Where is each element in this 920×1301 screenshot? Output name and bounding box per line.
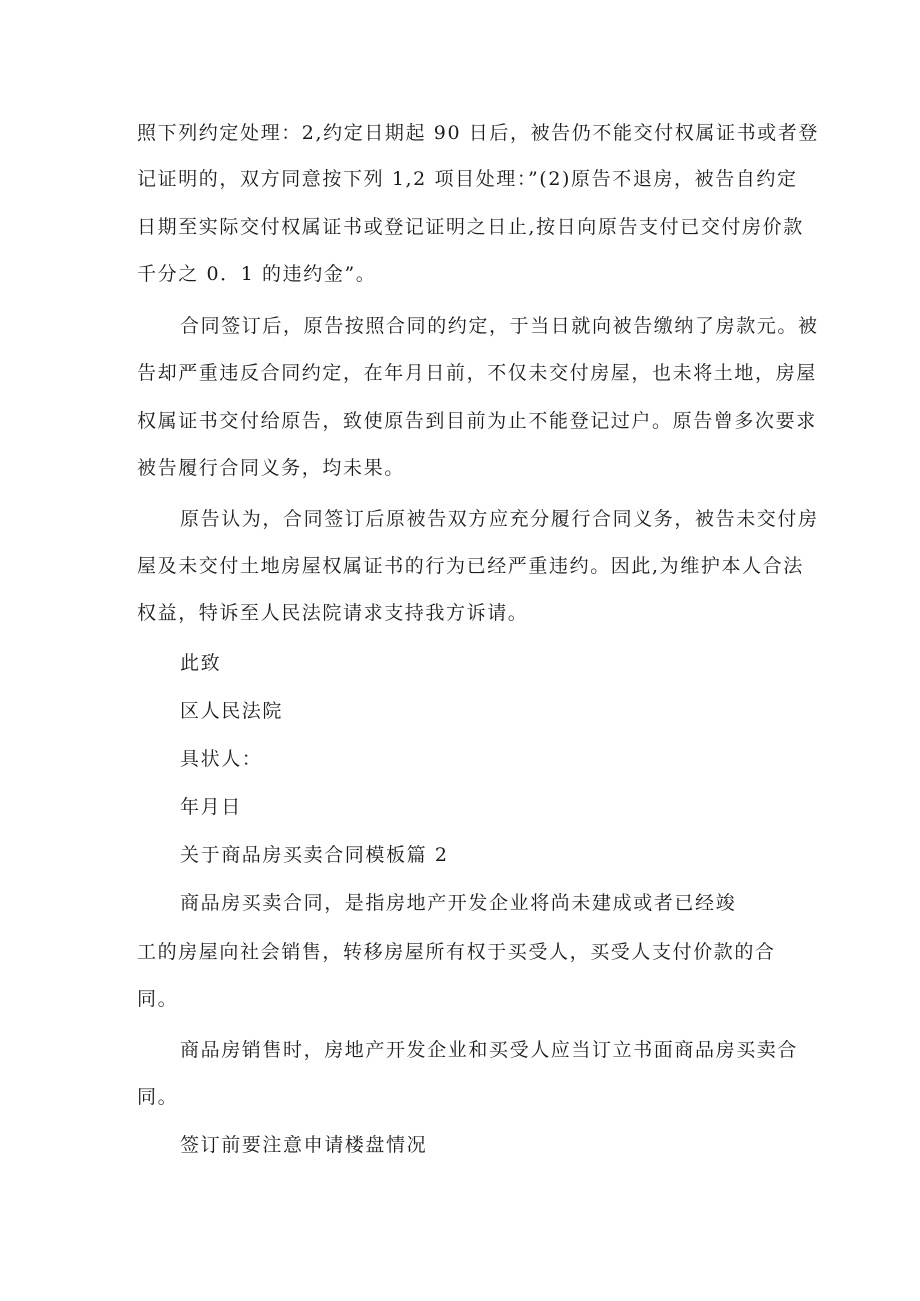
paragraph-line: 屋及未交付土地房屋权属证书的行为已经严重违约。因此,为维护本人合法 <box>137 555 804 577</box>
paragraph-line: 告却严重违反合同约定，在年月日前，不仅未交付房屋，也未将土地，房屋 <box>137 362 817 384</box>
paragraph-line: 被告履行合同义务，均未果。 <box>137 457 405 479</box>
paragraph-line: 原告认为，合同签订后原被告双方应充分履行合同义务，被告未交付房 <box>180 508 819 530</box>
paragraph-line: 记证明的，双方同意按下列 1,2 项目处理：”(2)原告不退房，被告自约定 <box>137 168 798 190</box>
salutation: 此致 <box>180 652 222 674</box>
court-name: 区人民法院 <box>180 700 284 722</box>
paragraph-line: 商品房买卖合同，是指房地产开发企业将尚未建成或者已经竣 <box>180 892 737 914</box>
date-line: 年月日 <box>180 796 242 818</box>
paragraph-line: 权属证书交付给原告，致使原告到目前为止不能登记过户。原告曾多次要求 <box>137 410 817 432</box>
section-heading: 关于商品房买卖合同模板篇 2 <box>180 844 449 866</box>
paragraph-line: 商品房销售时，房地产开发企业和买受人应当订立书面商品房买卖合 <box>180 1039 799 1061</box>
paragraph-line: 权益，特诉至人民法院请求支持我方诉请。 <box>137 602 529 624</box>
plaintiff-signature-label: 具状人： <box>180 748 263 770</box>
paragraph-line: 同。 <box>137 1086 179 1108</box>
paragraph-line: 工的房屋向社会销售，转移房屋所有权于买受人，买受人支付价款的合 <box>137 941 776 963</box>
paragraph-line: 签订前要注意申请楼盘情况 <box>180 1134 428 1156</box>
paragraph-line: 照下列约定处理：2,约定日期起 90 日后，被告仍不能交付权属证书或者登 <box>137 122 819 144</box>
paragraph-line: 合同签订后，原告按照合同的约定，于当日就向被告缴纳了房款元。被 <box>180 315 819 337</box>
paragraph-line: 千分之 0．1 的违约金”。 <box>137 263 377 285</box>
paragraph-line: 日期至实际交付权属证书或登记证明之日止,按日向原告支付已交付房价款 <box>137 216 804 238</box>
paragraph-line: 同。 <box>137 988 179 1010</box>
